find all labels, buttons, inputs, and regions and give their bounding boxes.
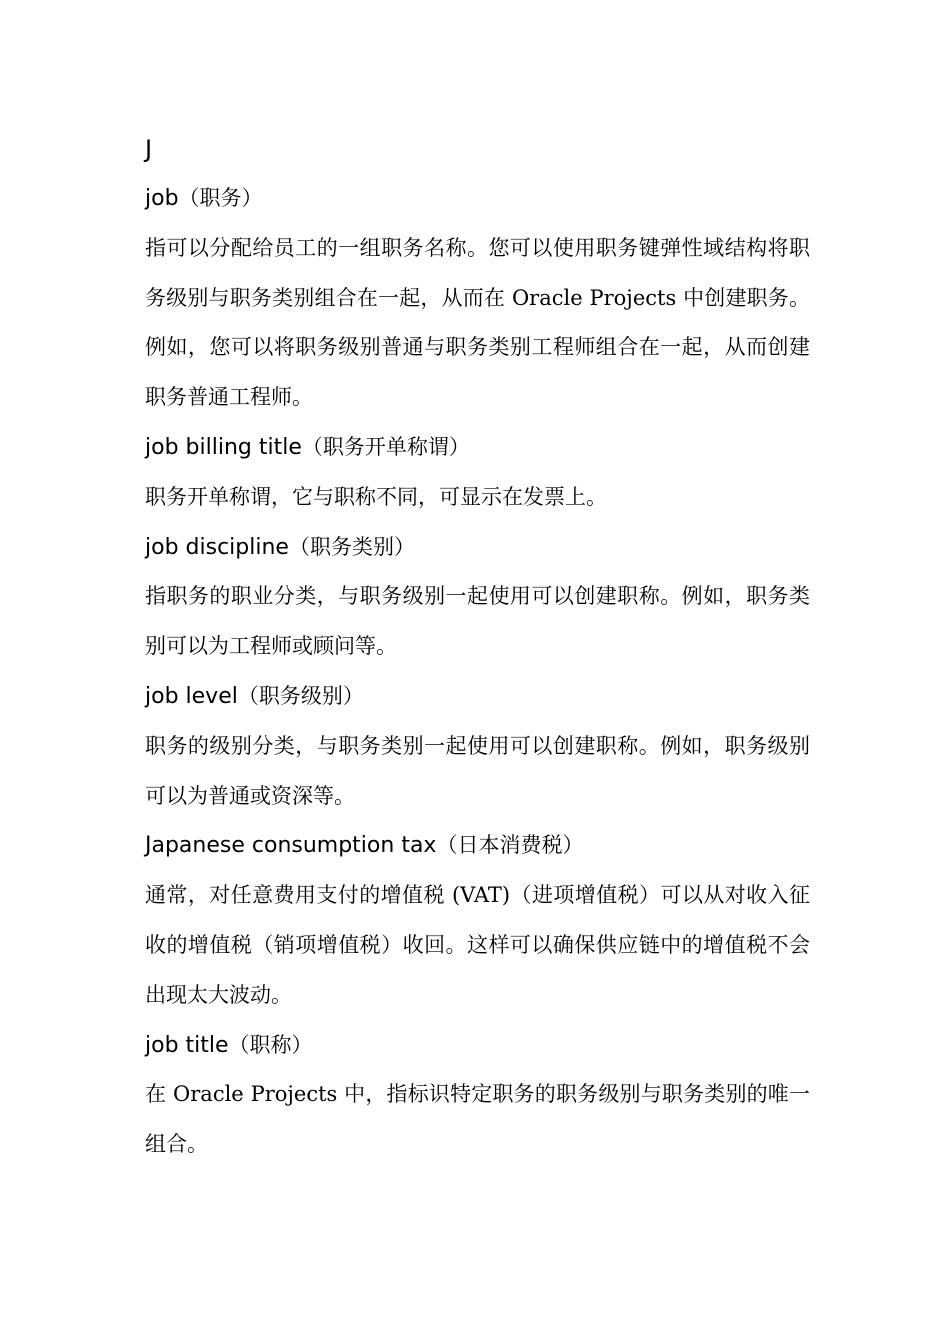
section-letter: J [145,135,153,163]
term-chinese: （职务类别） [288,534,415,559]
entry-term [145,821,810,871]
glossary-entry [145,672,810,821]
term-english: job title [145,1032,229,1058]
entry-definition: 通常，对任意费用支付的增值税 (VAT)（进项增值税）可以从对收入征收的增值税（销项增值税）收回。这样可以确保供应链中的增值税不会出现太大波动。 [145,883,810,1007]
entry-term [145,1021,810,1071]
entry-definition: 职务开单称谓，它与职称不同，可显示在发票上。 [145,484,607,509]
term-chinese: （职务） [178,186,263,210]
term-english: job discipline [145,534,289,560]
entry-term [145,523,810,573]
glossary-entry [145,174,810,423]
glossary-page [145,124,810,1170]
term-chinese: （日本消费税） [436,833,584,858]
glossary-entry [145,1021,810,1170]
term-english: job level [145,683,238,709]
term-english: job billing title [145,434,302,460]
term-chinese: （职务开单称谓） [301,434,470,459]
entry-definition: 职务的级别分类，与职务类别一起使用可以创建职称。例如，职务级别可以为普通或资深等。 [145,733,810,808]
entry-definition: 指可以分配给员工的一组职务名称。您可以使用职务键弹性域结构将职务级别与职务类别组合在一起，从而在 Oracle Projects 中创建职务。例如，您可以将职务级别普通与职务类别工程师组合在一起，从而创建职务普通工程师。 [145,235,810,410]
entry-term [145,423,810,473]
term-english: Japanese consumption tax [145,833,437,859]
term-chinese: （职称） [228,1032,313,1057]
term-english: job [145,186,179,211]
entry-definition: 在 Oracle Projects 中，指标识特定职务的职务级别与职务类别的唯一组合。 [145,1082,810,1157]
entry-definition: 指职务的职业分类，与职务级别一起使用可以创建职称。例如，职务类别可以为工程师或顾问等。 [145,584,810,659]
glossary-entry [145,523,810,672]
term-chinese: （职务级别） [237,683,364,708]
entry-term [145,672,810,722]
glossary-entry [145,821,810,1020]
glossary-entry [145,423,810,523]
entry-term [145,174,810,224]
